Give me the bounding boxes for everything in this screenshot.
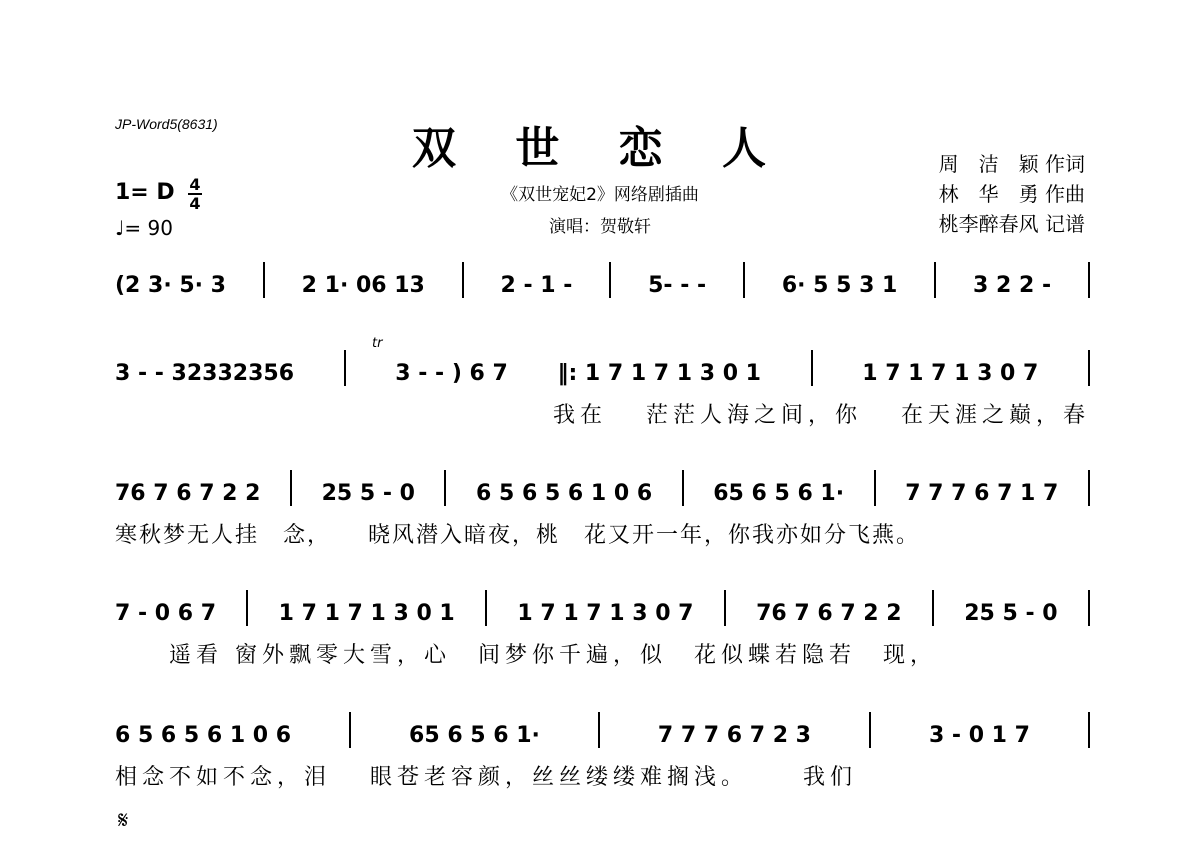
barline [246, 590, 248, 626]
barline [462, 262, 464, 298]
barline [934, 262, 936, 298]
barline [1088, 590, 1090, 626]
barline [932, 590, 934, 626]
segno-sign: 𝄋 [118, 806, 129, 834]
measure: 65 6 5 6 1· [409, 723, 540, 748]
barline [811, 350, 813, 386]
measure: 3 - 0 1 7 [928, 723, 1030, 748]
score-line-5 [115, 712, 1090, 748]
barline [869, 712, 871, 748]
barline [349, 712, 351, 748]
time-signature [188, 176, 202, 212]
composer-credit: 林 华 勇 作曲 [938, 182, 1085, 206]
measure: 3 - - ) 6 7 [395, 361, 508, 386]
barline [444, 470, 446, 506]
measure: 25 5 - 0 [321, 481, 415, 506]
measure: 2 1· 06 13 [301, 273, 425, 298]
lyric-line-3: 遥看 窗外飘零大雪，心 间梦你千遍，似 花似蝶若隐若 现， [115, 643, 937, 668]
time-signature-bottom: 4 [189, 194, 201, 213]
barline [1088, 712, 1090, 748]
barline [609, 262, 611, 298]
measure: 1 7 1 7 1 3 0 7 [862, 361, 1039, 386]
measure: 76 7 6 7 2 2 [756, 601, 902, 626]
lyric-line-2: 寒秋梦无人挂 念， 晓风潜入暗夜，桃 花又开一年，你我亦如分飞燕。 [115, 523, 921, 548]
measure: 65 6 5 6 1· [713, 481, 845, 506]
measure: 3 2 2 - [973, 273, 1052, 298]
measure: 2 - 1 - [500, 273, 573, 298]
time-signature-top: 4 [189, 175, 201, 194]
measure: 76 7 6 7 2 2 [115, 481, 261, 506]
barline [743, 262, 745, 298]
measure: 7 7 7 6 7 2 3 [657, 723, 811, 748]
barline [263, 262, 265, 298]
score-line-1 [115, 262, 1090, 298]
trill-mark: tr [372, 336, 383, 351]
measure: 6 5 6 5 6 1 0 6 [476, 481, 653, 506]
measure: 1 7 1 7 1 3 0 7 [517, 601, 694, 626]
measure: 1 7 1 7 1 3 0 1 [278, 601, 455, 626]
tempo-marking: ♩= 90 [115, 216, 173, 240]
lyricist-credit: 周 洁 颖 作词 [938, 152, 1085, 176]
barline [1088, 470, 1090, 506]
song-title: 双 世 恋 人 [412, 123, 788, 174]
measure: 6 5 6 5 6 1 0 6 [115, 723, 292, 748]
measure: 7 - 0 6 7 [115, 601, 216, 626]
singer-credit: 演唱：贺敬轩 [549, 217, 651, 237]
measure: 6· 5 5 3 1 [781, 273, 898, 298]
measure: 7 7 7 6 7 1 7 [905, 481, 1059, 506]
transcriber-credit: 桃李醉春风 记谱 [938, 212, 1085, 236]
measure: ‖: 1 7 1 7 1 3 0 1 [557, 361, 761, 386]
key-signature: 1= D [115, 180, 175, 205]
measure: 5- - - [648, 273, 707, 298]
barline [344, 350, 346, 386]
measure: 3 - - 32332356 [115, 361, 295, 386]
lyric-line-4: 相念不如不念，泪 眼苍老容颜，丝丝缕缕难搁浅。 我们 [115, 765, 857, 790]
barline [1088, 350, 1090, 386]
lyric-line-1: 我在 茫茫人海之间，你 在天涯之巅，春 [553, 403, 1090, 428]
score-line-4 [115, 590, 1090, 626]
measure: (2 3· 5· 3 [115, 273, 226, 298]
score-line-3 [115, 470, 1090, 506]
barline [724, 590, 726, 626]
score-line-2 [115, 350, 1090, 386]
barline [874, 470, 876, 506]
barline [682, 470, 684, 506]
barline [1088, 262, 1090, 298]
measure: 25 5 - 0 [964, 601, 1058, 626]
barline [598, 712, 600, 748]
song-subtitle: 《双世宠妃2》网络剧插曲 [501, 185, 699, 205]
barline [290, 470, 292, 506]
barline [485, 590, 487, 626]
software-label: JP-Word5(8631) [115, 116, 218, 132]
